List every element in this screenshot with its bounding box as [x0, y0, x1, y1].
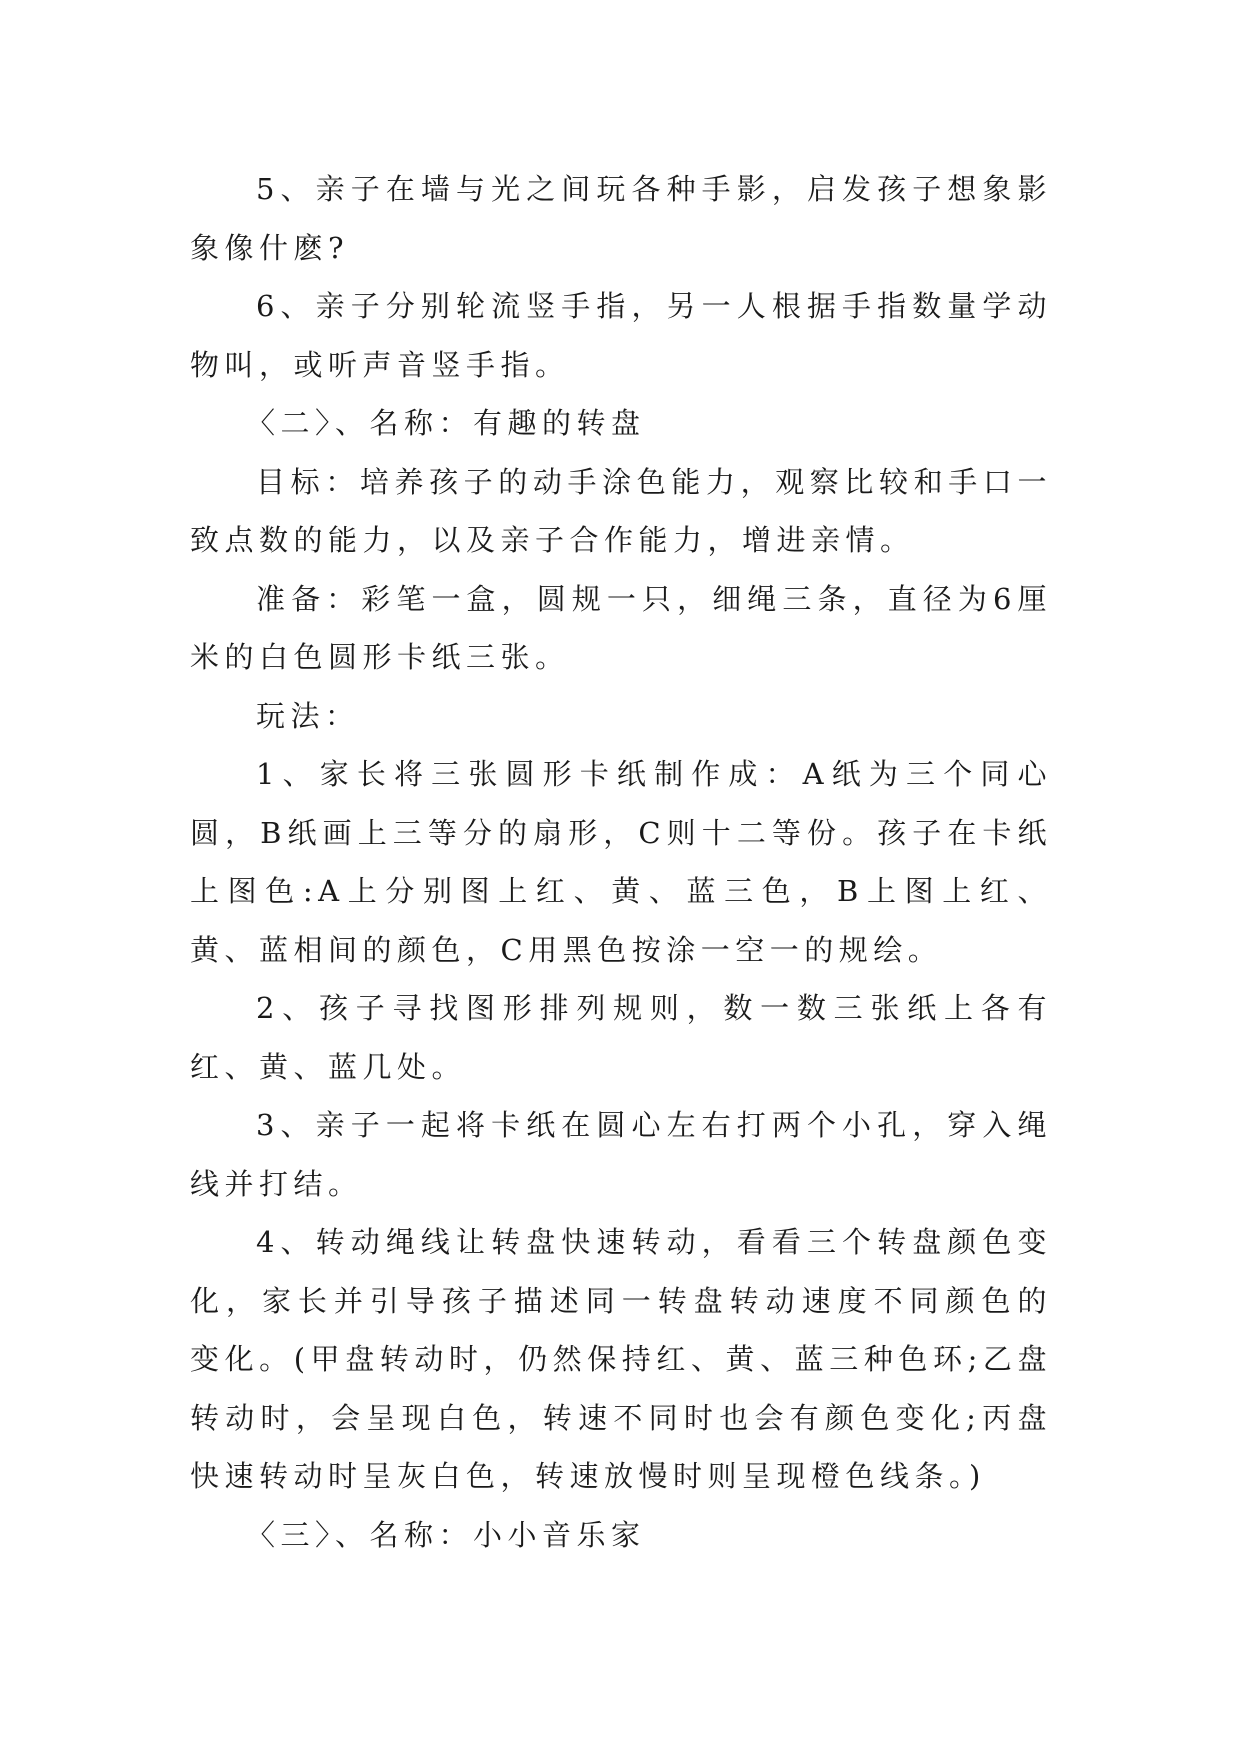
section-heading-3: 〈三〉、名称：小小音乐家 [246, 1517, 646, 1552]
paragraph-item-6: 6、亲子分别轮流竖手指，另一人根据手指数量学动物叫，或听声音竖手指。 [190, 289, 1052, 382]
paragraph-method-label: 玩法： [256, 698, 360, 733]
paragraph-preparation: 准备：彩笔一盒，圆规一只，细绳三条，直径为6厘米的白色圆形卡纸三张。 [190, 581, 1052, 674]
paragraph-goal: 目标：培养孩子的动手涂色能力，观察比较和手口一致点数的能力，以及亲子合作能力，增进亲情。 [190, 464, 1052, 557]
paragraph-step-2: 2、孩子寻找图形排列规则，数一数三张纸上各有红、黄、蓝几处。 [190, 991, 1052, 1084]
section-heading-2: 〈二〉、名称：有趣的转盘 [246, 406, 646, 440]
paragraph-step-4: 4、转动绳线让转盘快速转动，看看三个转盘颜色变化，家长并引导孩子描述同一转盘转动速度不同颜色的变化。(甲盘转动时，仍然保持红、黄、蓝三种色环;乙盘转动时，会呈现白色，转速不同时也会有颜色变化;丙盘快速转动时呈灰白色，转速放慢时则呈现橙色线条。) [190, 1225, 1052, 1493]
paragraph-step-3: 3、亲子一起将卡纸在圆心左右打两个小孔，穿入绳线并打结。 [190, 1108, 1052, 1201]
paragraph-item-5: 5、亲子在墙与光之间玩各种手影，启发孩子想象影象像什麽? [190, 172, 1052, 265]
paragraph-step-1: 1、家长将三张圆形卡纸制作成：A纸为三个同心圆，B纸画上三等分的扇形，C则十二等份。孩子在卡纸上图色:A上分别图上红、黄、蓝三色，B上图上红、黄、蓝相间的颜色，C用黑色按涂一空一的规绘。 [190, 757, 1052, 967]
document-body [190, 160, 1052, 1564]
